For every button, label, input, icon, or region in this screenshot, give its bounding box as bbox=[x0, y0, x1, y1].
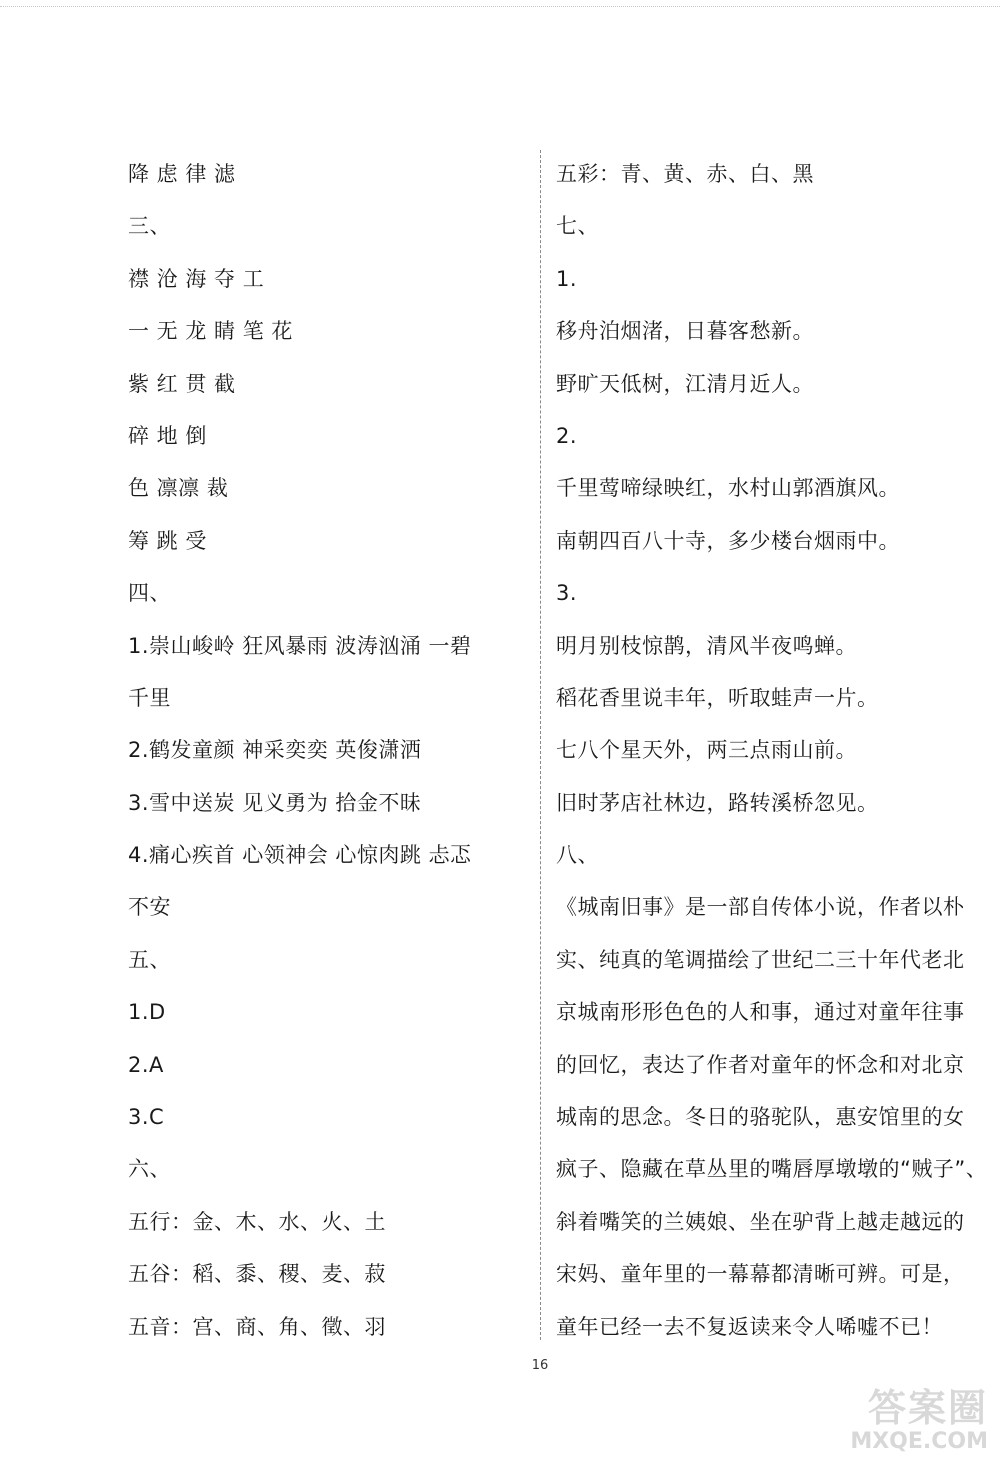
answer-line: 斜着嘴笑的兰姨娘、坐在驴背上越走越远的 bbox=[556, 1209, 965, 1234]
answer-line: 南朝四百八十寺，多少楼台烟雨中。 bbox=[556, 528, 900, 553]
answer-line: 2.A bbox=[128, 1052, 164, 1077]
answer-column-left bbox=[128, 148, 528, 1353]
answer-line: 五谷：稻、黍、稷、麦、菽 bbox=[128, 1262, 386, 1287]
answer-line: 《城南旧事》是一部自传体小说，作者以朴 bbox=[556, 895, 965, 920]
answer-line: 五音：宫、商、角、徵、羽 bbox=[128, 1314, 386, 1339]
answer-line: 童年已经一去不复返读来令人唏嘘不已！ bbox=[556, 1314, 943, 1339]
answer-line: 旧时茅店社林边，路转溪桥忽见。 bbox=[556, 790, 879, 815]
answer-line: 的回忆，表达了作者对童年的怀念和对北京 bbox=[556, 1052, 965, 1077]
answer-column-right bbox=[556, 148, 988, 1353]
answer-line: 3. bbox=[556, 581, 578, 606]
answer-line: 疯子、隐藏在草丛里的嘴唇厚墩墩的“贼子”、 bbox=[556, 1157, 988, 1182]
answer-line: 紫 红 贯 截 bbox=[128, 371, 236, 396]
column-divider bbox=[540, 150, 541, 1340]
answer-line: 3.C bbox=[128, 1105, 165, 1130]
watermark-text-cn: 答案圈 bbox=[867, 1386, 988, 1430]
answer-line: 1.D bbox=[128, 1000, 166, 1025]
answer-line: 一 无 龙 睛 笔 花 bbox=[128, 319, 293, 344]
answer-line: 京城南形形色色的人和事，通过对童年往事 bbox=[556, 1000, 965, 1025]
section-heading: 八、 bbox=[556, 843, 599, 868]
section-heading: 五、 bbox=[128, 947, 171, 972]
answer-line: 城南的思念。冬日的骆驼队，惠安馆里的女 bbox=[556, 1105, 965, 1130]
answer-line: 千里 bbox=[128, 685, 171, 710]
answer-line: 野旷天低树，江清月近人。 bbox=[556, 371, 814, 396]
answer-line: 4.痛心疾首 心领神会 心惊肉跳 忐忑 bbox=[128, 843, 472, 868]
answer-line: 1.崇山峻岭 狂风暴雨 波涛汹涌 一碧 bbox=[128, 633, 472, 658]
answer-line: 1. bbox=[556, 266, 578, 291]
answer-line: 稻花香里说丰年，听取蛙声一片。 bbox=[556, 685, 879, 710]
watermark-text-en: MXQE.COM bbox=[850, 1429, 988, 1454]
answer-line: 3.雪中送炭 见义勇为 拾金不昧 bbox=[128, 790, 422, 815]
section-heading: 六、 bbox=[128, 1157, 171, 1182]
answer-line: 宋妈、童年里的一幕幕都清晰可辨。可是， bbox=[556, 1262, 965, 1287]
site-watermark bbox=[798, 1386, 988, 1458]
section-heading: 七、 bbox=[556, 214, 599, 239]
section-heading: 四、 bbox=[128, 581, 171, 606]
answer-line: 实、纯真的笔调描绘了世纪二三十年代老北 bbox=[556, 947, 965, 972]
answer-line: 碎 地 倒 bbox=[128, 423, 207, 448]
answer-line: 千里莺啼绿映红，水村山郭酒旗风。 bbox=[556, 476, 900, 501]
answer-line: 明月别枝惊鹊，清风半夜鸣蝉。 bbox=[556, 633, 857, 658]
answer-line: 不安 bbox=[128, 895, 171, 920]
answer-line: 移舟泊烟渚，日暮客愁新。 bbox=[556, 319, 814, 344]
answer-line: 2. bbox=[556, 423, 578, 448]
scan-edge-noise bbox=[0, 6, 1000, 8]
answer-line: 五彩：青、黄、赤、白、黑 bbox=[556, 162, 814, 186]
page-number: 16 bbox=[531, 1358, 549, 1373]
answer-line: 色 凛凛 裁 bbox=[128, 476, 229, 501]
section-heading: 三、 bbox=[128, 214, 171, 239]
answer-line: 五行：金、木、水、火、土 bbox=[128, 1209, 386, 1234]
answer-line: 襟 沧 海 夺 工 bbox=[128, 266, 265, 291]
answer-line: 七八个星天外，两三点雨山前。 bbox=[556, 738, 857, 763]
answer-line: 降 虑 律 滤 bbox=[128, 162, 236, 186]
answer-line: 2.鹤发童颜 神采奕奕 英俊潇洒 bbox=[128, 738, 422, 763]
answer-line: 筹 跳 受 bbox=[128, 528, 207, 553]
